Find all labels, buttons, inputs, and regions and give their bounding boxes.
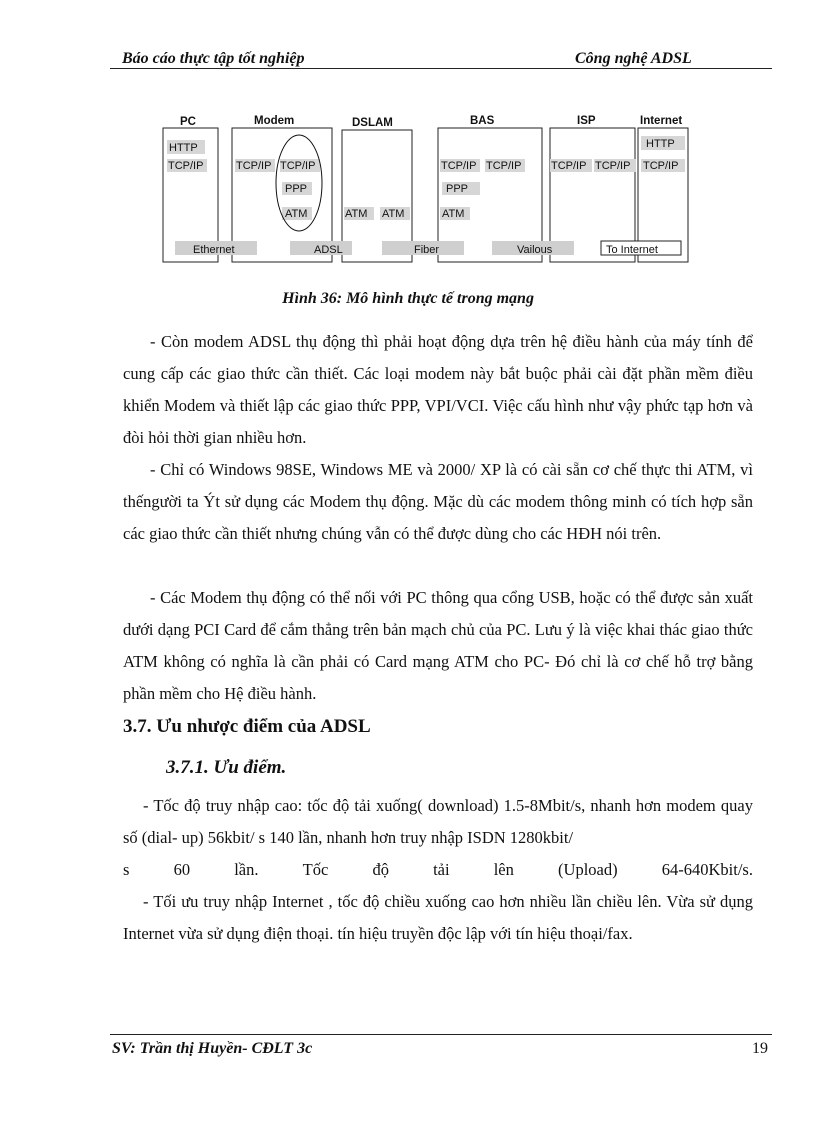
modem-atm: ATM [285,208,308,220]
network-diagram [160,110,700,270]
paragraph-3: - Các Modem thụ động có thể nối với PC thông qua cổng USB, hoặc có thể được sản xuất dưới dạng PCI Card để cắm thẳng trên bản mạch chủ của PC. Lưu ý là việc khai thác giao thức ATM không có nghĩa là cần phải có Card mạng ATM cho PC- Đó chỉ là cơ chế hỗ trợ bằng phần mềm cho Hệ điều hành. [123,588,753,703]
modem-tcpip-left: TCP/IP [236,160,272,172]
advantage-2: - Tối ưu truy nhập Internet , tốc độ chiều xuống cao hơn nhiều lần chiều lên. Vừa sử dụng Internet vừa sử dụng điện thoại. tín hiệu truyền độc lập với tín hiệu thoại/fax. [123,892,753,943]
paragraph-2: - Chỉ có Windows 98SE, Windows ME và 2000/ XP là có cài sẵn cơ chế thực thi ATM, vì thếngười ta Ýt sử dụng các Modem thụ động. Mặc dù các modem thông minh có tích hợp sẵn các giao thức cần thiết nhưng chúng vẫn có thể được dùng cho các HĐH nói trên. [123,460,753,543]
word: độ [372,860,389,879]
bas-tcpip-left: TCP/IP [441,160,477,172]
modem-tcpip-right: TCP/IP [280,160,316,172]
internet-tcpip: TCP/IP [643,160,679,172]
subsection-heading: 3.7.1. Ưu điểm. [166,757,287,778]
link-vailous: Vailous [517,244,553,256]
pc-http: HTTP [169,142,198,154]
word: tải [433,860,450,879]
isp-tcpip-right: TCP/IP [595,160,631,172]
footer-left: SV: Trần thị Huyền- CĐLT 3c [112,1040,313,1057]
word: 64-640Kbit/s. [661,860,753,879]
footer-rule [110,1034,772,1035]
modem-ppp: PPP [285,183,308,195]
label-bas: BAS [470,115,495,127]
header-rule [110,68,772,69]
label-internet: Internet [640,115,683,127]
word: Tốc [302,860,329,879]
dslam-atm-right: ATM [382,208,405,220]
link-adsl: ADSL [314,244,343,256]
word: lần. [234,860,259,879]
isp-tcpip-left: TCP/IP [551,160,587,172]
section-heading: 3.7. Ưu nhược điểm của ADSL [123,716,371,737]
link-fiber: Fiber [414,244,440,256]
bas-ppp: PPP [446,183,469,195]
label-modem: Modem [254,115,295,127]
pc-tcpip: TCP/IP [168,160,204,172]
word: s [123,860,130,879]
dslam-atm-left: ATM [345,208,368,220]
header-left: Báo cáo thực tập tốt nghiệp [122,50,305,67]
internet-http: HTTP [646,138,675,150]
label-pc: PC [180,116,196,128]
bas-tcpip-right: TCP/IP [486,160,522,172]
header-right: Công nghệ ADSL [575,50,692,67]
word: 60 [173,860,191,879]
label-isp: ISP [577,115,596,127]
link-to-internet: To Internet [606,244,658,256]
paragraph-1: - Còn modem ADSL thụ động thì phải hoạt động dựa trên hệ điều hành của máy tính để cung cấp các giao thức cần thiết. Các loại modem này bắt buộc phải cài đặt phần mềm điều khiển Modem và thiết lập các giao thức PPP, VPI/VCI. Việc cấu hình như vậy phức tạp hơn và đòi hỏi thời gian nhiều hơn. [123,332,753,447]
advantage-1: - Tốc độ truy nhập cao: tốc độ tải xuống( download) 1.5-8Mbit/s, nhanh hơn modem quay số (dial- up) 56kbit/ s 140 lần, nhanh hơn truy nhập ISDN 1280kbit/ [123,796,753,847]
advantage-1-last-line [123,854,753,886]
link-ethernet: Ethernet [193,244,235,256]
bas-atm: ATM [442,208,465,220]
word: (Upload) [558,860,618,879]
word: lên [493,860,514,879]
figure-caption: Hình 36: Mô hình thực tế trong mạng [282,290,534,307]
page-number: 19 [752,1040,768,1057]
label-dslam: DSLAM [352,117,393,129]
